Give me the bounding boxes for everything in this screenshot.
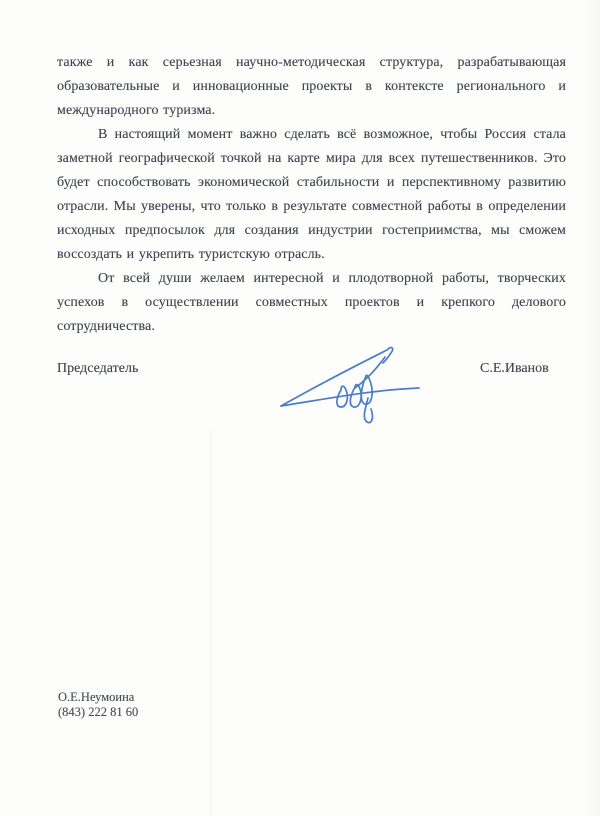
paragraph-wishes: От всей души желаем интересной и плодотворной работы, творческих успехов в осуществлении совместных проектов и крепкого делового сотрудничества. — [57, 271, 566, 334]
scan-crease-line — [211, 430, 212, 816]
letter-body — [57, 51, 566, 339]
executor-phone: (843) 222 81 60 — [58, 704, 139, 719]
paragraph-continuation: также и как серьезная научно-методическая структура, разрабатывающая образовательные и инновационные проекты в контексте регионального и международного туризма. — [57, 55, 566, 118]
signature-strokes — [281, 347, 419, 422]
signer-name: С.Е.Иванов — [480, 361, 549, 376]
paragraph-current-moment: В настоящий момент важно сделать всё возможное, чтобы Россия стала заметной географической точкой на карте мира для всех путешественников. Это будет способствовать экономической стабильности и перспективному развитию отрасли. Мы уверены, что только в результате совместной работы в определении исходных предпосылок для создания индустрии гостеприимства, мы сможем воссоздать и укрепить туристскую отрасль. — [57, 127, 566, 262]
executor-contact-block — [58, 690, 138, 719]
position-title: Председатель — [57, 361, 139, 376]
handwritten-signature — [265, 338, 430, 433]
executor-name: О.Е.Неумоина — [58, 690, 135, 704]
